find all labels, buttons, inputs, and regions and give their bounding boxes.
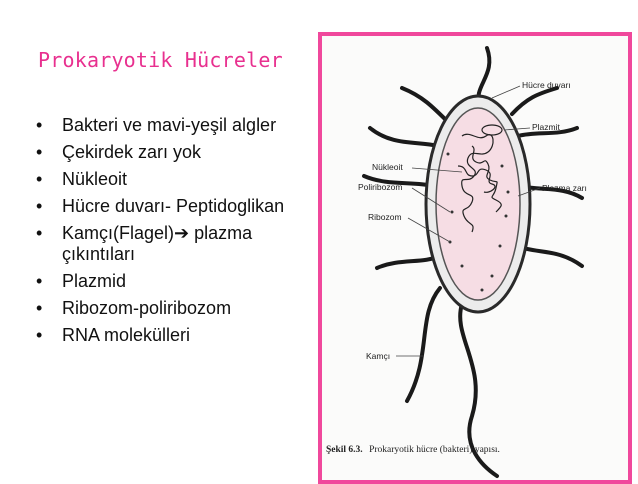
list-item: • Plazmid — [36, 271, 127, 291]
label-flagellum: Kamçı — [366, 351, 391, 361]
ribosome — [491, 275, 494, 278]
flagellum — [407, 288, 440, 401]
caption-number: Şekil 6.3. — [326, 445, 363, 455]
list-item: • Kamçı(Flagel)➔ plazma çıkıntıları — [36, 223, 253, 264]
ribosome — [501, 165, 504, 168]
label-plasma-membrane: Plazma zarı — [542, 183, 587, 193]
ribosome — [451, 211, 454, 214]
list-item: • Nükleoit — [36, 169, 128, 189]
flagellum — [512, 88, 557, 114]
list-item: • Bakteri ve mavi-yeşil algler — [36, 115, 277, 135]
label-plasmid: Plazmit — [532, 122, 560, 132]
list-item: • RNA molekülleri — [36, 325, 191, 345]
list-item: • Çekirdek zarı yok — [36, 142, 202, 162]
ribosome — [499, 245, 502, 248]
flagellum — [377, 256, 440, 268]
prokaryotic-cell-diagram — [322, 36, 628, 480]
list-item: • Hücre duvarı- Peptidoglikan — [36, 196, 285, 216]
ribosome — [481, 289, 484, 292]
figure-caption — [326, 444, 500, 455]
slide-title: Prokaryotik Hücreler — [38, 48, 283, 72]
flagellum — [370, 128, 438, 146]
label-nucleoid: Nükleoit — [372, 162, 403, 172]
label-ribosome: Ribozom — [368, 212, 402, 222]
label-cell-wall: Hücre duvarı — [522, 80, 571, 90]
list-item: • Ribozom-poliribozom — [36, 298, 232, 318]
ribosome — [461, 265, 464, 268]
ribosome — [507, 191, 510, 194]
bullet-list — [36, 115, 326, 352]
ribosome — [447, 153, 450, 156]
caption-text: Prokaryotik hücre (bakteri) yapısı. — [369, 445, 500, 455]
flagellum — [402, 88, 450, 124]
ribosome — [505, 215, 508, 218]
label-polyribosome: Poliribozom — [358, 182, 403, 192]
figure-frame — [318, 32, 632, 484]
